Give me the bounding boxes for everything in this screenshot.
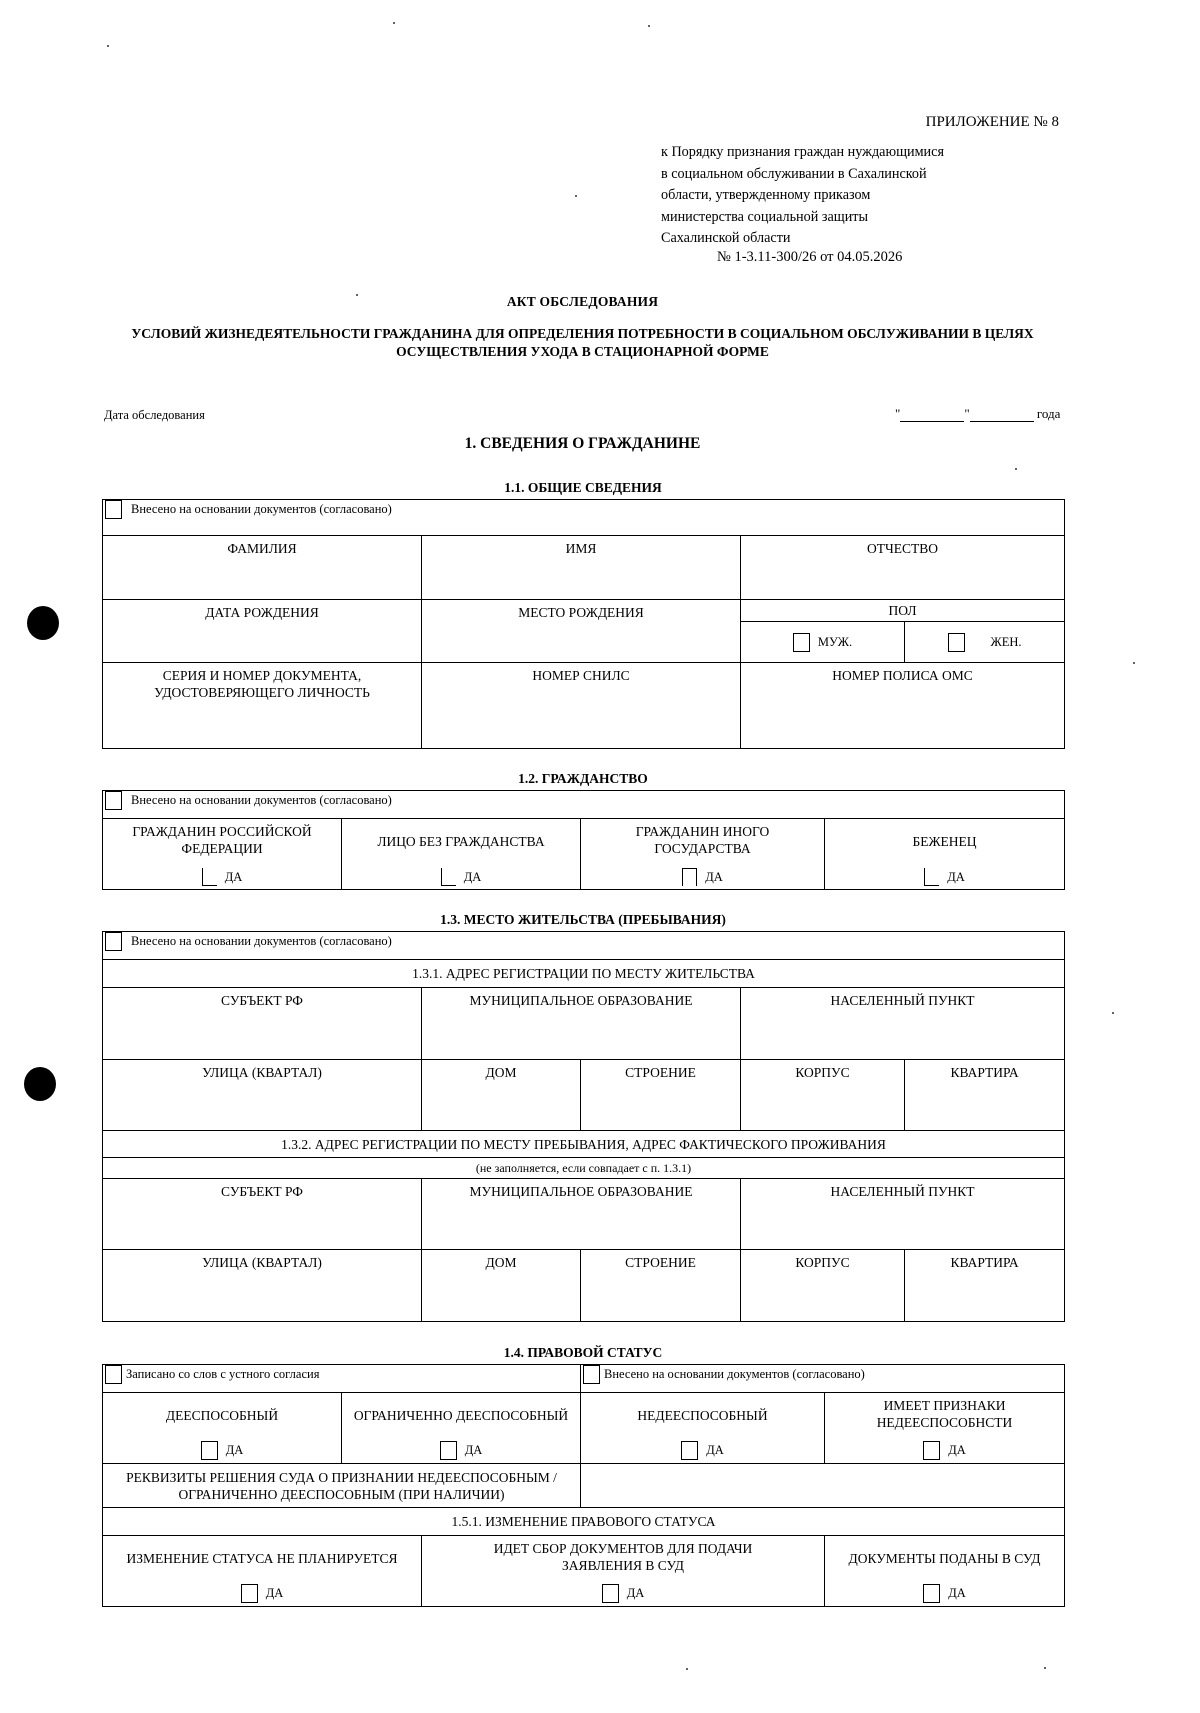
scan-speck: [1112, 1012, 1114, 1014]
birth-date-label: ДАТА РОЖДЕНИЯ: [205, 605, 319, 620]
id-document-line: УДОСТОВЕРЯЮЩЕГО ЛИЧНОСТЬ: [154, 685, 370, 700]
appendix-line: в социальном обслуживании в Сахалинской: [661, 165, 927, 182]
building-cell[interactable]: [581, 1250, 741, 1322]
limited-capable-option[interactable]: [342, 1393, 581, 1464]
yes-label: ДА: [463, 869, 482, 884]
house-label: ДОМ: [485, 1255, 517, 1270]
residence-table: [102, 931, 1065, 1322]
sex-label: ПОЛ: [888, 603, 917, 618]
court-decision-line: РЕКВИЗИТЫ РЕШЕНИЯ СУДА О ПРИЗНАНИИ НЕДЕЕСПОСОБНЫМ /: [126, 1469, 557, 1485]
house-cell[interactable]: [422, 1250, 581, 1322]
refugee-label: БЕЖЕНЕЦ: [912, 834, 977, 849]
male-checkbox[interactable]: [793, 633, 810, 652]
collecting-docs-line: ИДЕТ СБОР ДОКУМЕНТОВ ДЛЯ ПОДАЧИ: [493, 1541, 753, 1556]
citizen-rf-line: ГРАЖДАНИН РОССИЙСКОЙ: [132, 824, 312, 839]
scan-speck: [575, 195, 577, 197]
street-cell[interactable]: [103, 1060, 422, 1131]
scan-speck: [393, 22, 395, 24]
yes-label: ДА: [225, 1443, 244, 1457]
capable-label: ДЕЕСПОСОБНЫЙ: [165, 1408, 279, 1423]
foreign-citizen-line: ГРАЖДАНИН ИНОГО: [635, 824, 770, 839]
section-title: 1. СВЕДЕНИЯ О ГРАЖДАНИНЕ: [464, 435, 701, 452]
incapable-checkbox[interactable]: [681, 1441, 698, 1460]
scan-speck: [648, 25, 650, 27]
quote-mark: ": [964, 406, 970, 421]
street-label: УЛИЦА (КВАРТАЛ): [202, 1065, 322, 1080]
refugee-option[interactable]: [825, 819, 1065, 890]
day-blank[interactable]: [900, 409, 964, 422]
general-table: [102, 499, 1065, 749]
not-planned-label: ИЗМЕНЕНИЕ СТАТУСА НЕ ПЛАНИРУЕТСЯ: [126, 1551, 398, 1566]
apartment-cell[interactable]: [905, 1250, 1065, 1322]
municipality-label: МУНИЦИПАЛЬНОЕ ОБРАЗОВАНИЕ: [469, 1184, 693, 1199]
subject-cell[interactable]: [103, 1179, 422, 1250]
sex-header: [741, 600, 1065, 622]
block-label: КОРПУС: [795, 1255, 850, 1270]
appendix-line: Сахалинской области: [661, 230, 791, 246]
municipality-cell[interactable]: [422, 1179, 741, 1250]
subject-cell[interactable]: [103, 988, 422, 1060]
docs-row: [103, 500, 1065, 536]
filed-to-court-option[interactable]: [825, 1536, 1065, 1607]
foreign-citizen-label: [581, 819, 824, 857]
incapable-label: НЕДЕЕСПОСОБНЫЙ: [637, 1408, 768, 1423]
stay-address-title: 1.3.2. АДРЕС РЕГИСТРАЦИИ ПО МЕСТУ ПРЕБЫВАНИЯ, АДРЕС ФАКТИЧЕСКОГО ПРОЖИВАНИЯ: [281, 1136, 886, 1152]
male-option[interactable]: [741, 622, 905, 663]
refugee-checkbox[interactable]: [924, 868, 939, 886]
yes-label: ДА: [947, 869, 965, 884]
locality-cell[interactable]: [741, 1179, 1065, 1250]
not-planned-checkbox[interactable]: [241, 1584, 258, 1603]
scan-speck: [1015, 468, 1017, 470]
docs-row: [103, 791, 1065, 819]
yes-label: ДА: [224, 869, 243, 884]
name-label: ИМЯ: [565, 541, 597, 556]
docs-label: Внесено на основании документов (согласовано): [131, 793, 392, 807]
citizenship-title: 1.2. ГРАЖДАНСТВО: [518, 771, 648, 786]
yes-label: ДА: [464, 1443, 483, 1457]
apartment-label: КВАРТИРА: [950, 1255, 1019, 1270]
patronymic-label: ОТЧЕСТВО: [866, 541, 939, 556]
court-decision-line: ОГРАНИЧЕННО ДЕЕСПОСОБНЫМ (ПРИ НАЛИЧИИ): [178, 1486, 505, 1502]
stateless-checkbox[interactable]: [441, 868, 456, 886]
docs-label: Внесено на основании документов (согласовано): [604, 1367, 865, 1381]
municipality-cell[interactable]: [422, 988, 741, 1060]
oms-cell[interactable]: [741, 663, 1065, 749]
month-blank[interactable]: [970, 409, 1034, 422]
oral-consent-label: Записано со слов с устного согласия: [126, 1367, 320, 1381]
birth-place-cell[interactable]: [422, 600, 741, 663]
yes-label: ДА: [265, 1586, 284, 1600]
appendix-line: министерства социальной защиты: [661, 208, 869, 225]
capable-option[interactable]: [103, 1393, 342, 1464]
scan-speck: [107, 45, 109, 47]
limited-capable-checkbox[interactable]: [440, 1441, 457, 1460]
male-label: МУЖ.: [817, 634, 853, 649]
yes-label: ДА: [948, 1443, 966, 1457]
scan-speck: [1044, 1667, 1046, 1669]
docs-row: [103, 932, 1065, 960]
stateless-label: ЛИЦО БЕЗ ГРАЖДАНСТВА: [377, 834, 545, 849]
apartment-cell[interactable]: [905, 1060, 1065, 1131]
female-checkbox[interactable]: [948, 633, 965, 652]
oral-consent-row: [103, 1365, 581, 1393]
survey-date-label: Дата обследования: [104, 408, 205, 422]
female-option[interactable]: [905, 622, 1065, 663]
docs-checkbox[interactable]: [105, 500, 122, 519]
status-change-header: [103, 1508, 1065, 1536]
appendix-line: области, утвержденному приказом: [661, 187, 871, 203]
foreign-citizen-option[interactable]: [581, 819, 825, 890]
collecting-docs-checkbox[interactable]: [602, 1584, 619, 1603]
citizen-rf-label: [103, 819, 341, 857]
yes-label: ДА: [626, 1586, 645, 1600]
house-cell[interactable]: [422, 1060, 581, 1131]
birth-date-cell[interactable]: [103, 600, 422, 663]
citizen-rf-line: ФЕДЕРАЦИИ: [181, 841, 263, 856]
court-decision-label-cell: [103, 1464, 581, 1508]
locality-cell[interactable]: [741, 988, 1065, 1060]
not-planned-option[interactable]: [103, 1536, 422, 1607]
incapacity-signs-line: ИМЕЕТ ПРИЗНАКИ: [883, 1398, 1006, 1413]
id-document-cell[interactable]: [103, 663, 422, 749]
act-subtitle: [110, 325, 1055, 361]
snils-cell[interactable]: [422, 663, 741, 749]
legal-status-title: 1.4. ПРАВОВОЙ СТАТУС: [503, 1345, 663, 1360]
id-document-label: [103, 663, 421, 701]
patronymic-cell[interactable]: [741, 536, 1065, 600]
act-subtitle-line: УСЛОВИЙ ЖИЗНЕДЕЯТЕЛЬНОСТИ ГРАЖДАНИНА ДЛЯ ОПРЕДЕЛЕНИЯ ПОТРЕБНОСТИ В СОЦИАЛЬНОМ ОБСЛУЖИВАНИИ В ЦЕЛЯХ: [131, 326, 1034, 341]
docs-label: Внесено на основании документов (согласовано): [131, 502, 392, 516]
female-label: ЖЕН.: [990, 634, 1022, 649]
filed-to-court-checkbox[interactable]: [923, 1584, 940, 1603]
punch-hole-top: [27, 606, 59, 640]
citizenship-table: [102, 790, 1065, 890]
apartment-label: КВАРТИРА: [950, 1065, 1019, 1080]
year-label: года: [1036, 406, 1061, 421]
court-decision-label: [126, 1470, 557, 1502]
incapacity-signs-label: [825, 1393, 1064, 1431]
name-cell[interactable]: [422, 536, 741, 600]
docs-label: Внесено на основании документов (согласовано): [131, 934, 392, 948]
municipality-label: МУНИЦИПАЛЬНОЕ ОБРАЗОВАНИЕ: [469, 993, 693, 1008]
stateless-option[interactable]: [342, 819, 581, 890]
quote-mark: ": [895, 406, 901, 421]
stay-address-note: (не заполняется, если совпадает с п. 1.3.1): [475, 1160, 692, 1175]
locality-label: НАСЕЛЕННЫЙ ПУНКТ: [830, 1184, 975, 1199]
appendix-line: к Порядку признания граждан нуждающимися: [661, 144, 944, 160]
building-cell[interactable]: [581, 1060, 741, 1131]
yes-label: ДА: [948, 1586, 966, 1600]
scan-speck: [1133, 662, 1135, 664]
id-document-line: СЕРИЯ И НОМЕР ДОКУМЕНТА,: [162, 668, 362, 683]
status-change-title: 1.5.1. ИЗМЕНЕНИЕ ПРАВОВОГО СТАТУСА: [451, 1514, 716, 1529]
subject-label: СУБЪЕКТ РФ: [221, 993, 303, 1008]
docs-row: [581, 1365, 1065, 1393]
foreign-citizen-checkbox[interactable]: [682, 868, 697, 886]
street-label: УЛИЦА (КВАРТАЛ): [202, 1255, 322, 1270]
snils-label: НОМЕР СНИЛС: [532, 668, 630, 683]
foreign-citizen-line: ГОСУДАРСТВА: [654, 841, 751, 856]
act-title: АКТ ОБСЛЕДОВАНИЯ: [506, 294, 659, 309]
incapable-option[interactable]: [581, 1393, 825, 1464]
limited-capable-label: ОГРАНИЧЕННО ДЕЕСПОСОБНЫЙ: [353, 1408, 569, 1423]
incapacity-signs-checkbox[interactable]: [923, 1441, 940, 1460]
capable-checkbox[interactable]: [201, 1441, 218, 1460]
docs-checkbox[interactable]: [105, 932, 122, 951]
block-cell[interactable]: [741, 1250, 905, 1322]
oms-label: НОМЕР ПОЛИСА ОМС: [832, 668, 973, 683]
collecting-docs-line: ЗАЯВЛЕНИЯ В СУД: [562, 1558, 684, 1573]
appendix-text: [661, 142, 1021, 250]
court-decision-value-cell[interactable]: [581, 1464, 1065, 1508]
building-label: СТРОЕНИЕ: [625, 1065, 696, 1080]
block-label: КОРПУС: [795, 1065, 850, 1080]
block-cell[interactable]: [741, 1060, 905, 1131]
incapacity-signs-line: НЕДЕЕСПОСОБНСТИ: [876, 1415, 1013, 1430]
citizen-rf-checkbox[interactable]: [202, 868, 217, 886]
locality-label: НАСЕЛЕННЫЙ ПУНКТ: [830, 993, 975, 1008]
house-label: ДОМ: [485, 1065, 517, 1080]
oral-consent-checkbox[interactable]: [105, 1365, 122, 1384]
order-number: № 1-3.11-300/26 от 04.05.2026: [717, 249, 903, 265]
stay-address-header: [103, 1131, 1065, 1158]
filed-to-court-label: ДОКУМЕНТЫ ПОДАНЫ В СУД: [848, 1551, 1041, 1566]
registration-address-header: [103, 960, 1065, 988]
yes-label: ДА: [706, 1443, 724, 1457]
collecting-docs-option[interactable]: [422, 1536, 825, 1607]
incapacity-signs-option[interactable]: [825, 1393, 1065, 1464]
subject-label: СУБЪЕКТ РФ: [221, 1184, 303, 1199]
citizen-rf-option[interactable]: [103, 819, 342, 890]
appendix-heading: ПРИЛОЖЕНИЕ № 8: [925, 114, 1059, 130]
scan-speck: [686, 1668, 688, 1670]
building-label: СТРОЕНИЕ: [625, 1255, 696, 1270]
collecting-docs-label: [422, 1536, 824, 1574]
docs-checkbox[interactable]: [105, 791, 122, 810]
birth-place-label: МЕСТО РОЖДЕНИЯ: [518, 605, 644, 620]
punch-hole-bottom: [24, 1067, 56, 1101]
surname-cell[interactable]: [103, 536, 422, 600]
survey-date-field[interactable]: [895, 406, 1060, 422]
docs-checkbox[interactable]: [583, 1365, 600, 1384]
legal-status-table: [102, 1364, 1065, 1607]
surname-label: ФАМИЛИЯ: [227, 541, 297, 556]
act-subtitle-line: ОСУЩЕСТВЛЕНИЯ УХОДА В СТАЦИОНАРНОЙ ФОРМЕ: [396, 344, 769, 359]
general-title: 1.1. ОБЩИЕ СВЕДЕНИЯ: [504, 480, 662, 495]
stay-address-note-row: [103, 1158, 1065, 1179]
yes-label: ДА: [705, 869, 723, 884]
residence-title: 1.3. МЕСТО ЖИТЕЛЬСТВА (ПРЕБЫВАНИЯ): [440, 912, 726, 927]
street-cell[interactable]: [103, 1250, 422, 1322]
registration-address-title: 1.3.1. АДРЕС РЕГИСТРАЦИИ ПО МЕСТУ ЖИТЕЛЬСТВА: [412, 966, 755, 981]
